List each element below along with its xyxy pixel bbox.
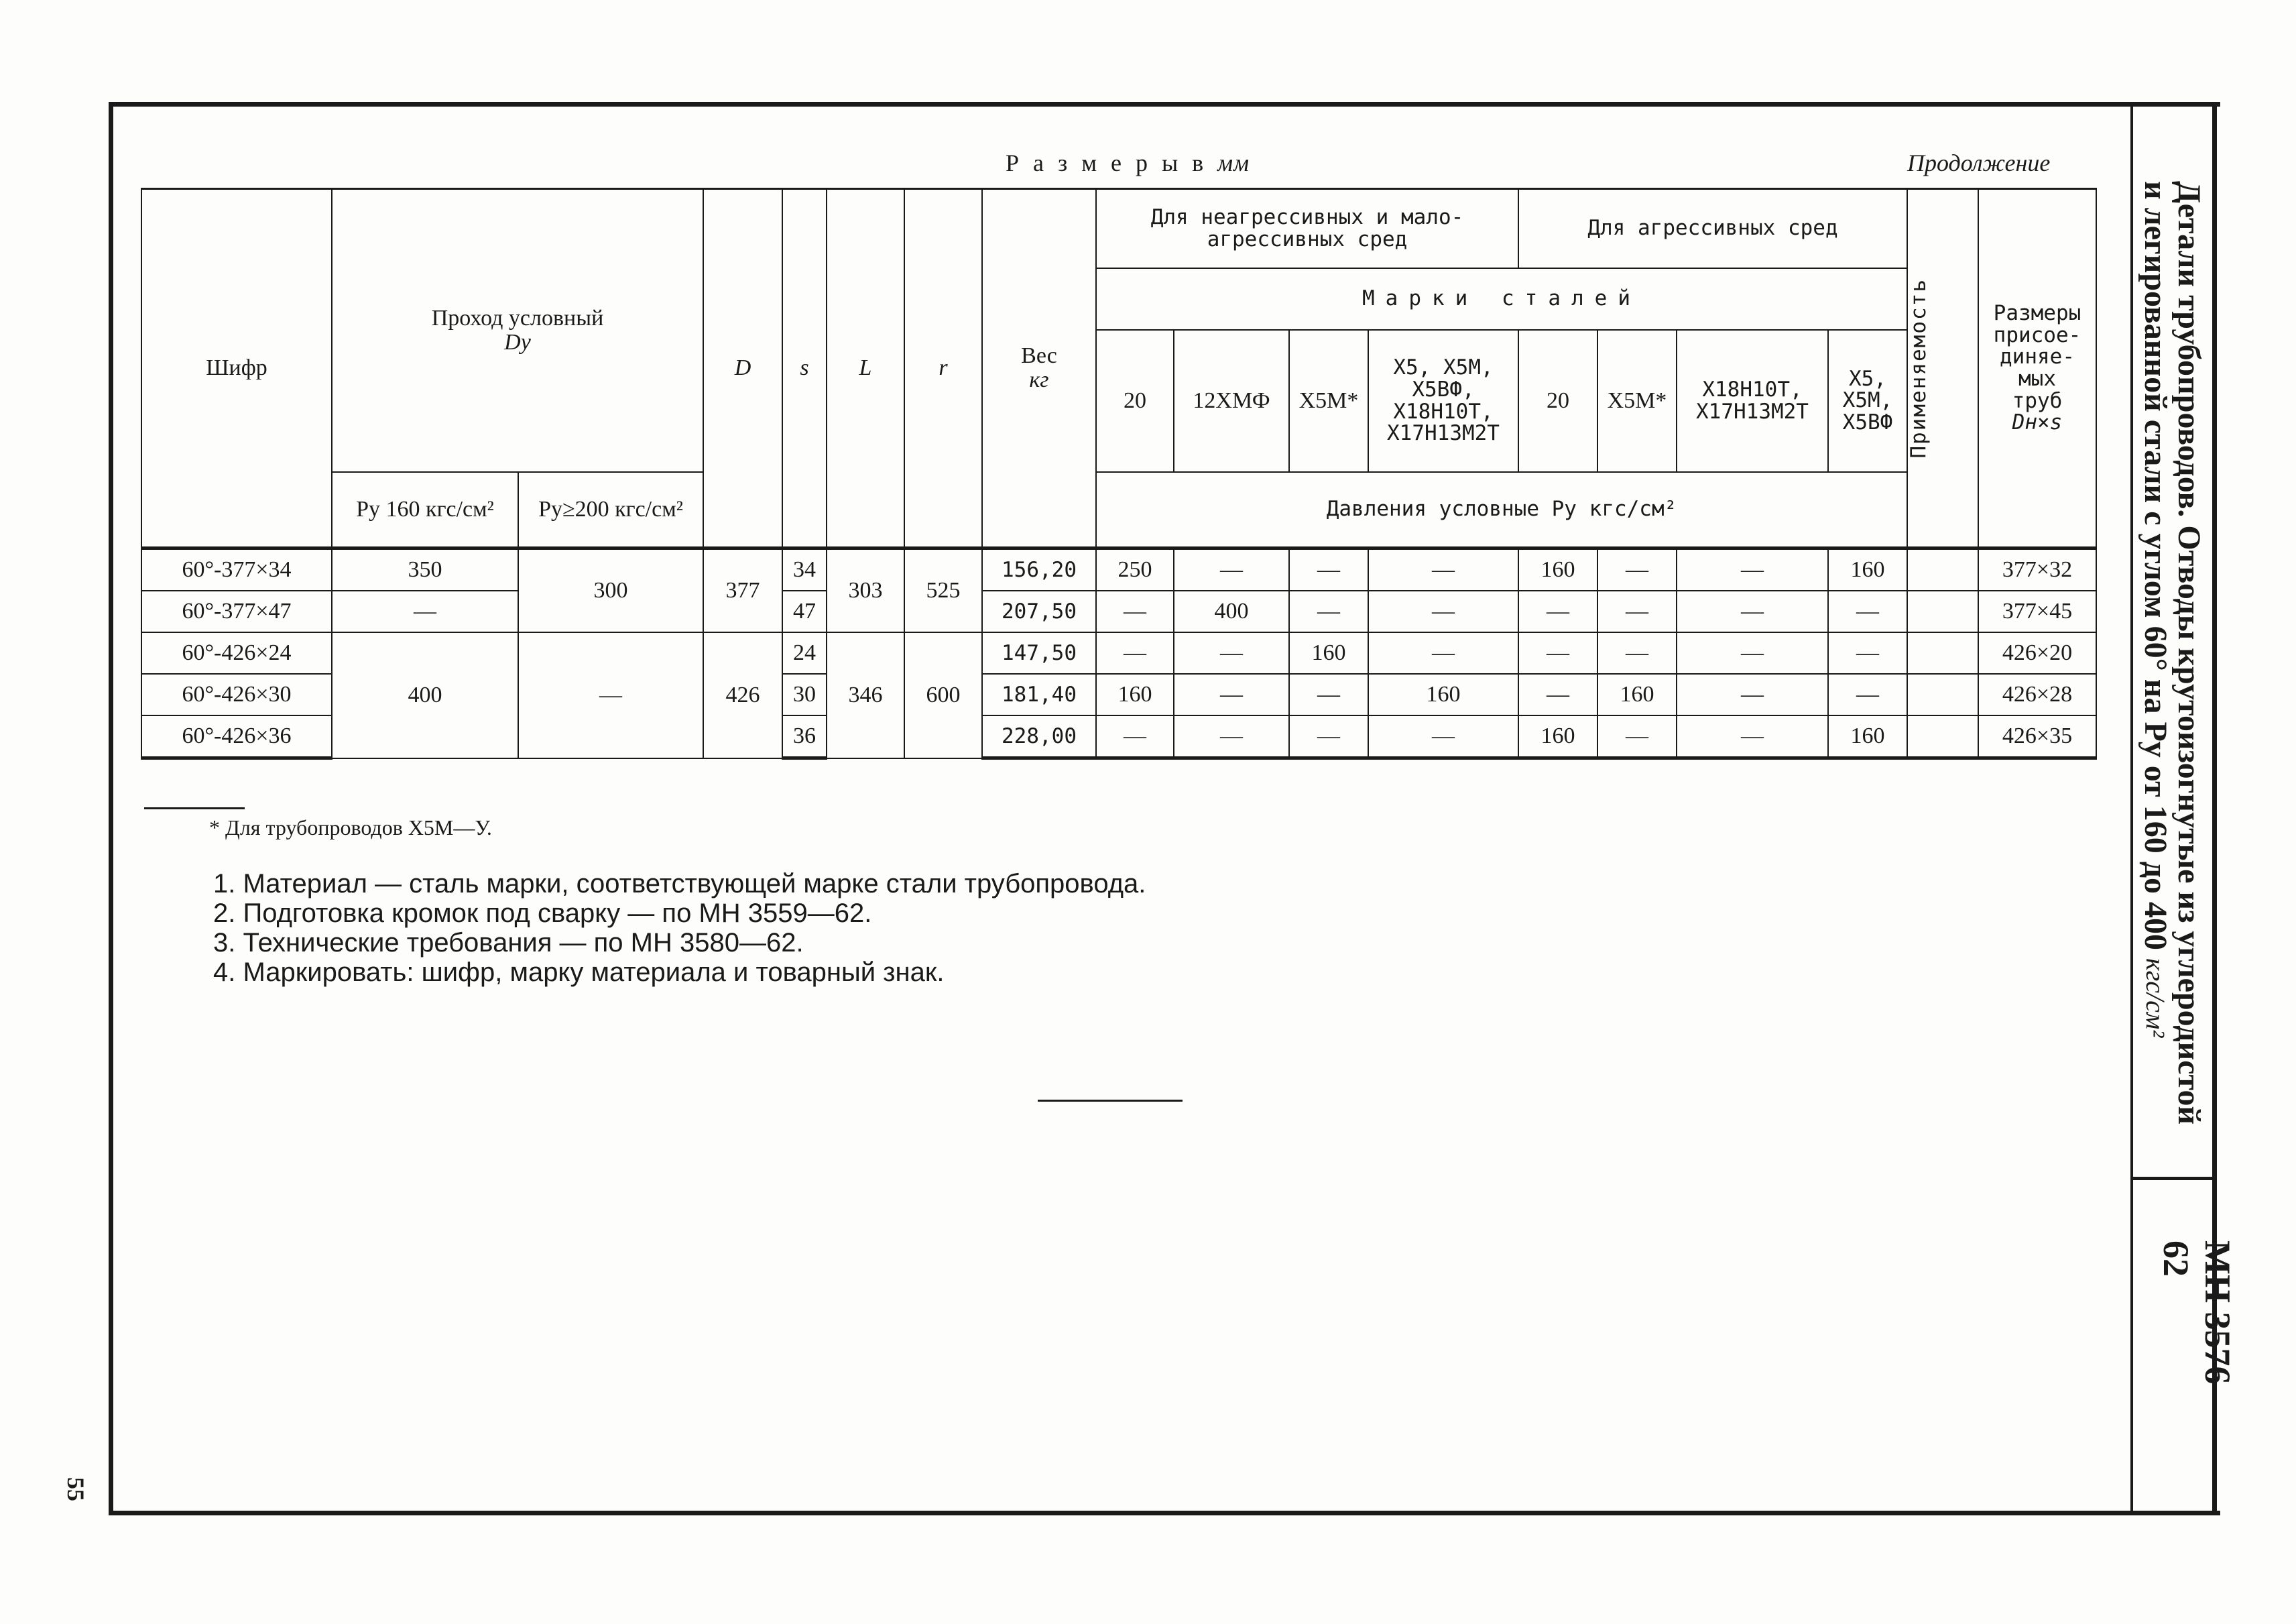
grade-multi-a-l2: Х5ВФ, (1412, 377, 1475, 402)
cell-attached: 377×32 (1978, 548, 2096, 591)
header-applicability-text: Применяемость (1907, 278, 1931, 459)
cell-attached: 426×28 (1978, 674, 2096, 715)
cell-p3: 160 (1289, 632, 1368, 674)
cell-p6: — (1597, 548, 1677, 591)
cell-p5: — (1518, 674, 1597, 715)
footnote: * Для трубопроводов Х5М—У. (209, 815, 492, 839)
page-number: 55 (62, 1477, 89, 1501)
header-attached-l4: мых (2018, 367, 2056, 391)
grade-20-b: 20 (1518, 330, 1597, 472)
header-py200: Pу≥200 кгс/см² (518, 472, 703, 548)
header-weight-unit: кг (1029, 367, 1049, 392)
cell-p1: 160 (1096, 674, 1174, 715)
cell-p2: — (1174, 632, 1289, 674)
table-row (141, 548, 2096, 591)
cell-p5: — (1518, 591, 1597, 632)
grade-multi-a-l1: Х5, Х5М, (1393, 355, 1494, 380)
document-title-line2-text: и легированной стали с углом 60° на Pу от 160 до 400 (2138, 181, 2173, 950)
cell-p2: 400 (1174, 591, 1289, 632)
document-title-line1: Детали трубопроводов. Отводы крутоизогнутые из углеродистой (2171, 181, 2207, 1125)
cell-p4: — (1368, 548, 1518, 591)
grade-multi-b-l1: Х18Н10Т, (1702, 377, 1803, 402)
cell-p2: — (1174, 715, 1289, 758)
cell-L: 303 (827, 548, 904, 633)
title-block-separator (2130, 1177, 2217, 1180)
cell-applicability (1907, 591, 1978, 632)
grade-multi-a (1368, 330, 1518, 472)
grade-x5m-a: Х5М* (1289, 330, 1368, 472)
table-row (141, 632, 2096, 674)
grade-multi-b (1677, 330, 1828, 472)
cell-p1: — (1096, 591, 1174, 632)
sizes-prefix: Р а з м е р ы в (1006, 150, 1208, 176)
cell-p2: — (1174, 548, 1289, 591)
document-title-unit: кгс/см² (2140, 958, 2171, 1038)
cell-p8: 160 (1828, 548, 1907, 591)
table-row (141, 591, 2096, 632)
grade-x5m-b: Х5М* (1597, 330, 1677, 472)
grade-multi-c-l2: Х5М, (1842, 388, 1893, 413)
end-rule (1038, 1100, 1183, 1102)
sizes-caption (1006, 149, 1250, 177)
header-pressure: Давления условные Pу кгс/см² (1096, 472, 1907, 548)
sizes-unit: мм (1217, 150, 1250, 176)
cell-code: 60°-377×34 (141, 548, 332, 591)
header-weight-label: Вес (1021, 343, 1057, 369)
continuation-label: Продолжение (1907, 150, 2051, 176)
header-passage-line2: Dу (504, 329, 531, 355)
notes-list (213, 869, 1146, 987)
cell-weight: 228,00 (982, 715, 1096, 758)
cell-applicability (1907, 674, 1978, 715)
title-block-divider (2130, 102, 2133, 1515)
cell-p5: — (1518, 632, 1597, 674)
grade-multi-a-l4: Х17Н13М2Т (1387, 421, 1500, 446)
header-nonaggressive-line2: агрессивных сред (1207, 227, 1408, 251)
cell-weight: 181,40 (982, 674, 1096, 715)
cell-p3: — (1289, 591, 1368, 632)
header-applicability (1907, 189, 1978, 548)
cell-attached: 377×45 (1978, 591, 2096, 632)
cell-p7: — (1677, 632, 1828, 674)
cell-s: 47 (782, 591, 827, 632)
cell-p7: — (1677, 548, 1828, 591)
fittings-table (141, 188, 2097, 760)
cell-p4: — (1368, 715, 1518, 758)
cell-p4: — (1368, 632, 1518, 674)
header-code: Шифр (141, 189, 332, 548)
cell-p8: — (1828, 632, 1907, 674)
cell-weight: 156,20 (982, 548, 1096, 591)
header-L: L (827, 189, 904, 548)
cell-attached: 426×35 (1978, 715, 2096, 758)
header-steel-grades: Марки сталей (1096, 268, 1907, 330)
grade-multi-a-l3: Х18Н10Т, (1393, 399, 1494, 424)
cell-p1: 250 (1096, 548, 1174, 591)
header-py160: Pу 160 кгс/см² (332, 472, 518, 548)
header-attached (1978, 189, 2096, 548)
cell-s: 36 (782, 715, 827, 758)
cell-p4: 160 (1368, 674, 1518, 715)
cell-code: 60°-426×24 (141, 632, 332, 674)
cell-applicability (1907, 548, 1978, 591)
grade-multi-c-l3: Х5ВФ (1842, 410, 1893, 434)
cell-code: 60°-377×47 (141, 591, 332, 632)
cell-p8: — (1828, 591, 1907, 632)
grade-multi-b-l2: Х17Н13М2Т (1696, 399, 1809, 424)
note-item: 4. Маркировать: шифр, марку материала и товарный знак. (213, 958, 945, 987)
cell-py160: 400 (332, 632, 518, 758)
cell-p8: 160 (1828, 715, 1907, 758)
note-item: 2. Подготовка кромок под сварку — по МН 3559—62. (213, 898, 872, 928)
header-passage (332, 189, 703, 472)
cell-p1: — (1096, 632, 1174, 674)
document-code: МН 3576—62 (2156, 1240, 2238, 1421)
cell-D: 426 (703, 632, 782, 758)
cell-p7: — (1677, 674, 1828, 715)
cell-weight: 207,50 (982, 591, 1096, 632)
grade-12hmf: 12ХМФ (1174, 330, 1289, 472)
footnote-rule (144, 807, 245, 809)
cell-attached: 426×20 (1978, 632, 2096, 674)
note-item: 3. Технические требования — по МН 3580—62. (213, 928, 804, 958)
cell-L: 346 (827, 632, 904, 758)
header-attached-l3: диняе- (2000, 345, 2075, 369)
cell-p2: — (1174, 674, 1289, 715)
cell-p8: — (1828, 674, 1907, 715)
header-passage-line1: Проход условный (431, 306, 604, 331)
frame-top-border (109, 102, 2220, 107)
header-nonaggressive-line1: Для неагрессивных и мало- (1150, 205, 1464, 230)
grade-20-a: 20 (1096, 330, 1174, 472)
cell-py160: 350 (332, 548, 518, 591)
cell-D: 377 (703, 548, 782, 633)
cell-code: 60°-426×30 (141, 674, 332, 715)
grade-multi-c (1828, 330, 1907, 472)
cell-p6: 160 (1597, 674, 1677, 715)
document-title-line2 (2138, 181, 2172, 1167)
cell-s: 30 (782, 674, 827, 715)
cell-p1: — (1096, 715, 1174, 758)
cell-py160: — (332, 591, 518, 632)
header-s: s (782, 189, 827, 548)
header-r: r (904, 189, 982, 548)
cell-s: 24 (782, 632, 827, 674)
header-attached-l2: присое- (1993, 323, 2081, 347)
cell-p6: — (1597, 632, 1677, 674)
cell-p6: — (1597, 591, 1677, 632)
cell-p3: — (1289, 548, 1368, 591)
cell-p3: — (1289, 715, 1368, 758)
cell-applicability (1907, 632, 1978, 674)
cell-p6: — (1597, 715, 1677, 758)
header-weight (982, 189, 1096, 548)
document-title (2138, 181, 2207, 1167)
cell-p5: 160 (1518, 548, 1597, 591)
cell-p3: — (1289, 674, 1368, 715)
note-item: 1. Материал — сталь марки, соответствующей марке стали трубопровода. (213, 869, 1146, 898)
cell-r: 525 (904, 548, 982, 633)
cell-p7: — (1677, 591, 1828, 632)
cell-py200: — (518, 632, 703, 758)
cell-code: 60°-426×36 (141, 715, 332, 758)
cell-p7: — (1677, 715, 1828, 758)
frame-bottom-border (109, 1511, 2220, 1515)
header-attached-l1: Размеры (1993, 301, 2081, 326)
cell-p4: — (1368, 591, 1518, 632)
grade-multi-c-l1: Х5, (1849, 366, 1886, 391)
header-nonaggressive (1096, 189, 1518, 268)
frame-left-border (109, 102, 113, 1515)
cell-s: 34 (782, 548, 827, 591)
cell-applicability (1907, 715, 1978, 758)
cell-r: 600 (904, 632, 982, 758)
cell-weight: 147,50 (982, 632, 1096, 674)
header-attached-l6: Dн×s (2012, 410, 2063, 435)
header-aggressive: Для агрессивных сред (1518, 189, 1907, 268)
cell-py200: 300 (518, 548, 703, 633)
header-attached-l5: труб (2012, 388, 2063, 413)
header-D: D (703, 189, 782, 548)
cell-p5: 160 (1518, 715, 1597, 758)
